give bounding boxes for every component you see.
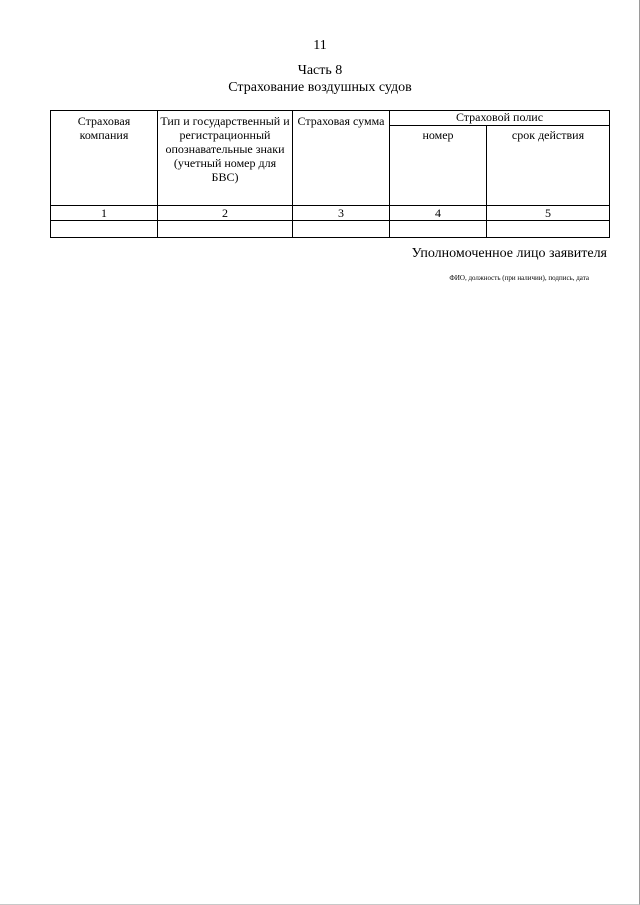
column-number: 5 — [487, 206, 610, 221]
header-policy-number: номер — [390, 125, 487, 205]
header-policy-validity: срок действия — [487, 125, 610, 205]
column-number: 4 — [390, 206, 487, 221]
signature-title: Уполномоченное лицо заявителя — [411, 246, 607, 261]
column-number: 2 — [158, 206, 293, 221]
column-number: 3 — [293, 206, 390, 221]
table-header-row — [51, 111, 610, 126]
column-number-row — [51, 206, 610, 221]
table-cell — [51, 221, 158, 238]
table-cell — [390, 221, 487, 238]
header-company: Страховая компания — [51, 111, 158, 206]
table-cell — [487, 221, 610, 238]
header-type-marks: Тип и государственный и регистрационный опознавательные знаки (учетный номер для БВС) — [158, 111, 293, 206]
part-title: Часть 8 — [297, 63, 343, 78]
section-title: Страхование воздушных судов — [228, 80, 412, 95]
signature-note: ФИО, должность (при наличии), подпись, дата — [449, 274, 589, 282]
table-cell — [158, 221, 293, 238]
page-number: 11 — [313, 38, 327, 53]
table-row — [51, 221, 610, 238]
column-number: 1 — [51, 206, 158, 221]
insurance-table — [50, 110, 610, 238]
table-cell — [293, 221, 390, 238]
header-policy-group: Страховой полис — [390, 111, 610, 126]
header-sum: Страховая сумма — [293, 111, 390, 206]
